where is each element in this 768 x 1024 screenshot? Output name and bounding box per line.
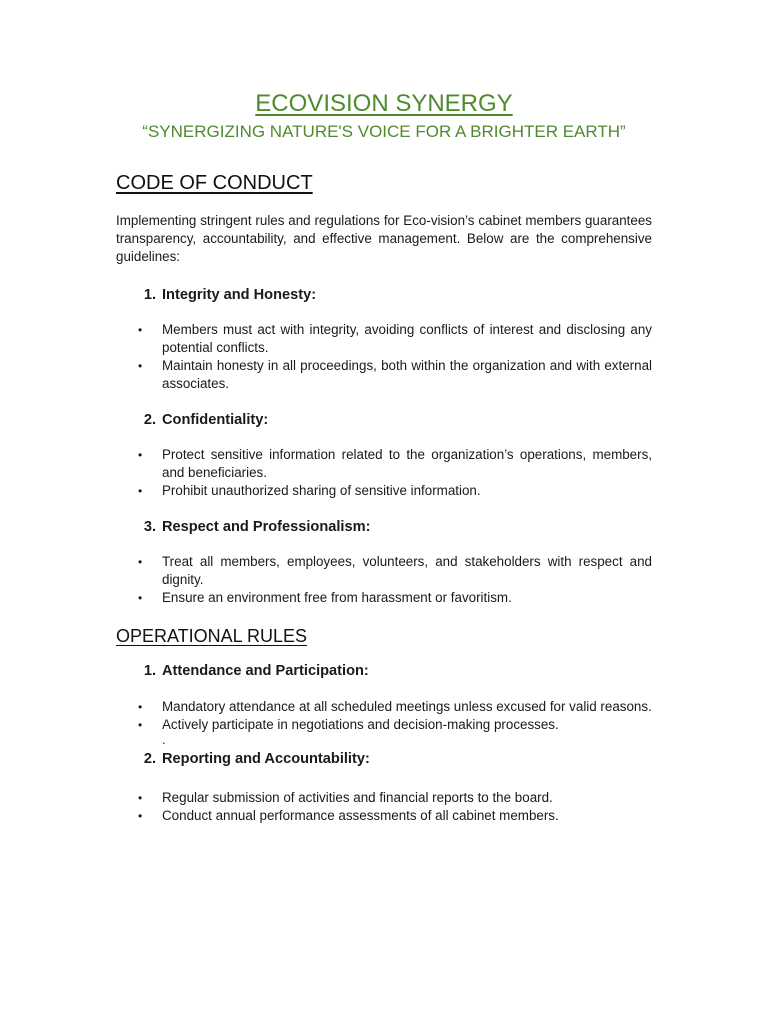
list-item-text: Members must act with integrity, avoiding conflicts of interest and disclosing any potential conflicts.	[162, 322, 652, 355]
conduct-section-heading	[116, 284, 652, 306]
org-title: ECOVISION SYNERGY	[255, 90, 513, 117]
bullet-icon: •	[138, 484, 143, 498]
section-number: 2.	[143, 412, 156, 428]
bullet-list	[116, 321, 652, 393]
section-number: 3.	[143, 519, 156, 535]
section-title: Confidentiality:	[162, 412, 269, 428]
list-item	[116, 446, 652, 482]
bullet-list	[116, 698, 652, 734]
bullet-list	[116, 789, 652, 825]
operational-section-heading	[116, 748, 652, 770]
list-item-text: Protect sensitive information related to the organization’s operations, members, and beneficiaries.	[162, 447, 652, 480]
section-title: Attendance and Participation:	[162, 663, 369, 679]
list-item-text: Prohibit unauthorized sharing of sensitive information.	[162, 483, 481, 498]
bullet-icon: •	[138, 359, 143, 373]
section-title: Reporting and Accountability:	[162, 751, 370, 767]
operational-rules-heading: OPERATIONAL RULES	[116, 626, 308, 646]
list-item-text: Mandatory attendance at all scheduled meetings unless excused for valid reasons.	[162, 699, 652, 714]
conduct-section-heading	[116, 516, 652, 538]
trailing-period: .	[162, 732, 166, 747]
bullet-icon: •	[138, 791, 143, 805]
bullet-icon: •	[138, 448, 143, 462]
list-item	[116, 482, 652, 500]
code-of-conduct-heading: CODE OF CONDUCT	[116, 172, 313, 194]
bullet-icon: •	[138, 555, 143, 569]
list-item	[116, 321, 652, 357]
list-item-text: Actively participate in negotiations and decision-making processes.	[162, 717, 559, 732]
bullet-list	[116, 553, 652, 607]
section-title: Integrity and Honesty:	[162, 287, 317, 303]
tagline: “SYNERGIZING NATURE'S VOICE FOR A BRIGHTER EARTH”	[142, 122, 626, 141]
bullet-icon: •	[138, 700, 143, 714]
list-item	[116, 553, 652, 589]
bullet-icon: •	[138, 809, 143, 823]
intro-paragraph: Implementing stringent rules and regulations for Eco-vision’s cabinet members guarantees transparency, accountability, and effective management. Below are the comprehensive guidelines:	[116, 213, 652, 264]
list-item-text: Maintain honesty in all proceedings, both within the organization and with external associates.	[162, 358, 652, 391]
bullet-icon: •	[138, 591, 143, 605]
list-item	[116, 789, 652, 807]
list-item-text: Regular submission of activities and financial reports to the board.	[162, 790, 553, 805]
section-number: 2.	[143, 751, 156, 767]
list-item	[116, 807, 652, 825]
bullet-icon: •	[138, 718, 143, 732]
list-item	[116, 698, 652, 716]
bullet-list	[116, 446, 652, 500]
list-item	[116, 357, 652, 393]
section-number: 1.	[143, 663, 156, 679]
list-item-text: Conduct annual performance assessments of all cabinet members.	[162, 808, 559, 823]
list-item-text: Ensure an environment free from harassment or favoritism.	[162, 590, 512, 605]
section-number: 1.	[143, 287, 156, 303]
list-item	[116, 716, 652, 734]
list-item-text: Treat all members, employees, volunteers, and stakeholders with respect and dignity.	[162, 554, 652, 587]
conduct-section-heading	[116, 409, 652, 431]
section-title: Respect and Professionalism:	[162, 519, 371, 535]
list-item	[116, 589, 652, 607]
document-page	[116, 88, 652, 825]
operational-section-heading	[116, 660, 652, 682]
bullet-icon: •	[138, 323, 143, 337]
